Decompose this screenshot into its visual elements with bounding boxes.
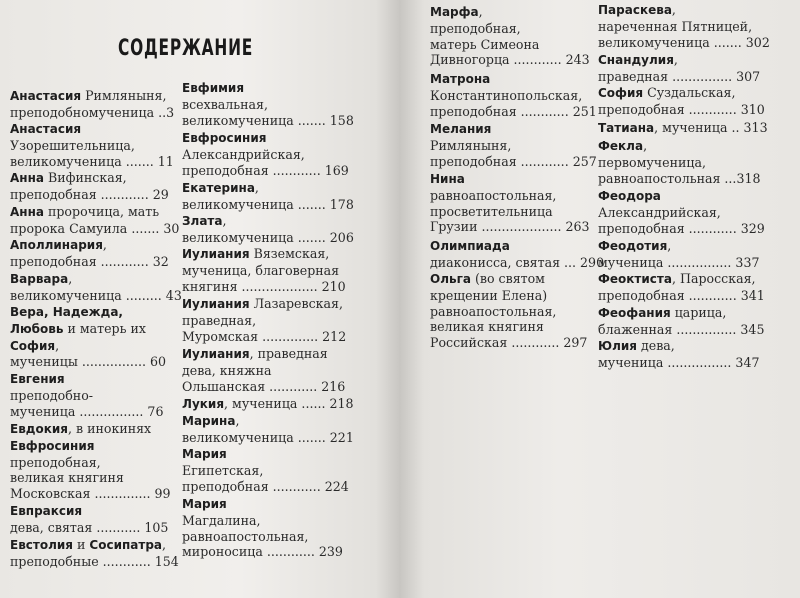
toc-entry xyxy=(10,503,168,536)
toc-entry-line xyxy=(182,413,354,430)
entry-text: великомученица ....... 11 xyxy=(10,153,174,169)
toc-entry-line xyxy=(598,238,759,255)
toc-entry-line xyxy=(10,554,179,570)
toc-entry xyxy=(182,446,349,494)
toc-entry-line xyxy=(182,513,343,529)
toc-entry xyxy=(598,2,770,50)
toc-entry-line xyxy=(10,121,174,138)
toc-entry-line xyxy=(10,503,168,520)
saint-name: Евфросиния xyxy=(182,131,267,145)
toc-entry-line xyxy=(430,52,590,68)
entry-text: , xyxy=(162,537,167,552)
toc-entry-line xyxy=(182,379,345,395)
entry-text: Грузии .................... 263 xyxy=(430,219,590,235)
saint-name: Сосипатра xyxy=(89,538,163,552)
toc-entry xyxy=(598,85,765,118)
toc-entry-line xyxy=(182,479,349,495)
entry-text: , Паросская, xyxy=(671,271,756,286)
saint-name: Анастасия xyxy=(10,89,82,103)
toc-entry-line xyxy=(598,305,764,322)
saint-name: Мария xyxy=(182,497,227,511)
saint-name: Злата xyxy=(182,214,223,228)
toc-entry-line xyxy=(598,355,759,371)
toc-entry-line xyxy=(10,470,171,486)
entry-text: Римляныня, xyxy=(430,137,512,153)
toc-entry xyxy=(10,371,163,419)
toc-entry-line xyxy=(182,363,345,379)
entry-text: диаконисса, святая ... 290 xyxy=(430,254,605,270)
saint-name: Евпраксия xyxy=(10,504,83,518)
saint-name: Феодотия xyxy=(598,239,668,253)
toc-entry-line xyxy=(182,163,349,179)
saint-name: Анна xyxy=(10,205,44,219)
saint-name: Иулиания xyxy=(182,347,250,361)
entry-text: , xyxy=(102,237,107,252)
toc-entry xyxy=(10,237,169,270)
toc-entry-line xyxy=(430,171,590,188)
toc-entry-line xyxy=(182,263,346,279)
toc-entry xyxy=(598,271,765,304)
entry-text: преподобная ............ 310 xyxy=(598,101,765,117)
entry-text: преподобная ............ 257 xyxy=(430,153,597,169)
toc-entry-line xyxy=(598,171,760,187)
entry-text: преподобная ............ 341 xyxy=(598,287,765,303)
entry-text: первомученица, xyxy=(598,154,706,170)
toc-entry-line xyxy=(10,170,169,187)
toc-entry xyxy=(10,170,169,203)
saint-name: Нина xyxy=(430,172,465,186)
saint-name: Ольга xyxy=(430,272,471,286)
saint-name: Фекла xyxy=(598,139,644,153)
toc-entry-line xyxy=(182,296,346,313)
toc-entry xyxy=(182,296,346,344)
entry-text: преподобная, xyxy=(10,454,101,470)
toc-entry-line xyxy=(598,120,768,137)
entry-text: княгиня ................... 210 xyxy=(182,278,346,294)
toc-entry-line xyxy=(182,113,354,129)
entry-text: преподобно- xyxy=(10,387,94,403)
toc-entry-line xyxy=(430,335,587,351)
toc-entry-line xyxy=(430,138,597,154)
entry-text: мученица ................ 337 xyxy=(598,254,760,270)
toc-entry-line xyxy=(598,288,765,304)
toc-entry-line xyxy=(430,154,597,170)
entry-text: Магдалина, xyxy=(182,512,261,528)
toc-entry xyxy=(10,88,174,121)
toc-entry-line xyxy=(598,19,770,35)
entry-text: равноапостольная, xyxy=(182,528,309,544)
toc-entry xyxy=(430,271,587,351)
entry-text: Ольшанская ............ 216 xyxy=(182,378,346,394)
saint-name: Параскева xyxy=(598,3,672,17)
entry-text: великомученица ......... 43 xyxy=(10,287,182,303)
entry-text: , xyxy=(643,138,648,153)
toc-entry-line xyxy=(10,254,169,270)
entry-text: Российская ............ 297 xyxy=(430,335,588,351)
entry-text: Лазаревская, xyxy=(249,296,343,311)
toc-entry xyxy=(182,180,354,213)
saint-name: Вера, Надежда, xyxy=(10,305,123,319)
toc-entry xyxy=(182,413,354,446)
saint-name: Марфа xyxy=(430,5,479,19)
toc-entry xyxy=(598,238,759,271)
toc-entry-line xyxy=(182,213,354,230)
toc-entry-line xyxy=(10,321,166,338)
toc-entry-line xyxy=(182,279,346,295)
toc-entry-line xyxy=(182,97,354,113)
toc-entry-line xyxy=(430,319,587,335)
entry-text: , в инокинях xyxy=(67,421,152,436)
toc-entry-line xyxy=(182,496,343,513)
toc-entry-line xyxy=(182,80,354,97)
toc-entry-line xyxy=(10,354,166,370)
toc-entry xyxy=(430,121,597,169)
entry-text: , праведная xyxy=(249,346,328,361)
entry-text: пророчица, мать xyxy=(43,204,160,219)
contents-title: СОДЕРЖАНИЕ xyxy=(118,36,254,61)
toc-entry-line xyxy=(598,188,765,205)
toc-entry-line xyxy=(430,71,597,88)
toc-entry-line xyxy=(10,304,166,321)
entry-text: преподобная ............ 29 xyxy=(10,186,169,202)
entry-text: , xyxy=(55,337,60,353)
entry-text: блаженная ............... 345 xyxy=(598,321,765,337)
toc-entry xyxy=(10,271,182,304)
toc-entry-line xyxy=(182,180,354,197)
entry-text: великомученица ....... 206 xyxy=(182,229,354,245)
entry-text: , xyxy=(254,180,259,195)
entry-text: равноапостольная, xyxy=(430,303,557,319)
toc-entry-line xyxy=(10,486,171,502)
entry-text: Вифинская, xyxy=(43,170,127,185)
saint-name: Анастасия xyxy=(10,122,82,136)
toc-entry-line xyxy=(10,138,174,154)
entry-text: мученица, благоверная xyxy=(182,262,340,278)
entry-text: Суздальская, xyxy=(643,85,736,100)
entry-text: Александрийская, xyxy=(598,204,721,220)
saint-name: Феоктиста xyxy=(598,272,672,286)
entry-text: мученица ................ 76 xyxy=(10,403,164,419)
entry-text: великая княгиня xyxy=(10,470,124,486)
toc-entry xyxy=(10,304,166,370)
entry-text: пророка Самуила ....... 30 xyxy=(10,220,180,236)
toc-entry xyxy=(430,71,597,119)
toc-entry-line xyxy=(430,271,587,288)
toc-entry-line xyxy=(10,404,163,420)
entry-text: Вяземская, xyxy=(249,246,330,261)
toc-entry-line xyxy=(182,446,349,463)
toc-entry-line xyxy=(182,329,346,345)
toc-entry-line xyxy=(430,37,590,53)
saint-name: Лукия xyxy=(182,397,225,411)
entry-text: просветительница xyxy=(430,203,553,219)
toc-entry xyxy=(182,80,354,128)
toc-entry-line xyxy=(598,221,765,237)
saint-name: София xyxy=(598,86,644,100)
entry-text: и xyxy=(73,537,90,552)
entry-text: , мученица .. 313 xyxy=(654,120,768,135)
toc-entry-line xyxy=(598,205,765,221)
entry-text: царица, xyxy=(670,305,727,320)
entry-text: праведная ............... 307 xyxy=(598,68,761,84)
entry-text: преподобная ............ 251 xyxy=(430,103,597,119)
toc-entry-line xyxy=(182,197,354,213)
toc-entry xyxy=(182,396,354,413)
toc-entry xyxy=(10,204,179,237)
saint-name: Любовь xyxy=(10,321,64,336)
toc-entry-line xyxy=(10,204,179,221)
entry-text: (во святом xyxy=(470,271,545,286)
entry-text: , xyxy=(478,4,483,19)
toc-entry-line xyxy=(430,304,587,320)
entry-text: Узорешительница, xyxy=(10,137,135,153)
toc-entry-line xyxy=(430,104,597,120)
toc-entry xyxy=(598,188,765,236)
saint-name: Анна xyxy=(10,171,44,185)
toc-entry-line xyxy=(10,438,171,455)
toc-entry-line xyxy=(430,255,604,271)
saint-name: Евфросиния xyxy=(10,438,95,453)
entry-text: Константинопольская, xyxy=(430,87,583,103)
entry-text: равноапостольная, xyxy=(430,187,557,203)
toc-entry-line xyxy=(430,121,597,138)
entry-text: великомученица ....... 302 xyxy=(598,34,770,50)
entry-text: нареченная Пятницей, xyxy=(598,18,753,34)
saint-name: Евдокия xyxy=(10,422,68,436)
entry-text: Римляныня, xyxy=(81,88,167,103)
toc-entry-line xyxy=(10,154,174,170)
toc-entry-line xyxy=(10,187,169,203)
toc-entry xyxy=(182,130,349,178)
entry-text: , xyxy=(673,52,678,67)
toc-entry xyxy=(598,120,768,137)
entry-text: , xyxy=(68,271,73,286)
toc-entry-line xyxy=(10,237,169,254)
entry-text: праведная, xyxy=(182,312,257,328)
toc-entry xyxy=(598,338,759,371)
toc-entry-line xyxy=(10,221,179,237)
toc-entry-line xyxy=(182,147,349,163)
toc-entry-line xyxy=(598,338,759,355)
entry-text: мученица ................ 347 xyxy=(598,354,760,370)
entry-text: матерь Симеона xyxy=(430,36,540,52)
toc-entry-line xyxy=(182,544,343,560)
saint-name: Иулиания xyxy=(182,247,250,261)
toc-entry-line xyxy=(182,463,349,479)
toc-entry xyxy=(182,213,354,246)
entry-text: дева, святая ........... 105 xyxy=(10,519,169,535)
toc-entry-line xyxy=(182,230,354,246)
entry-text: Московская .............. 99 xyxy=(10,486,171,502)
toc-entry-line xyxy=(598,255,759,271)
toc-entry xyxy=(10,121,174,169)
toc-entry-line xyxy=(598,85,765,102)
entry-text: дева, княжна xyxy=(182,362,272,378)
toc-entry xyxy=(182,346,345,394)
entry-text: , мученица ...... 218 xyxy=(224,396,354,411)
entry-text: преподобная ............ 329 xyxy=(598,220,765,236)
toc-entry-line xyxy=(430,204,590,220)
toc-entry xyxy=(430,4,590,68)
saint-name: Марина xyxy=(182,414,236,428)
saint-name: Евгения xyxy=(10,372,65,386)
entry-text: равноапостольная ...318 xyxy=(598,170,761,186)
toc-entry xyxy=(598,52,760,85)
toc-entry-line xyxy=(10,271,182,288)
toc-entry-line xyxy=(430,21,590,37)
toc-entry-line xyxy=(182,396,354,413)
saint-name: Иулиания xyxy=(182,297,250,311)
toc-entry-line xyxy=(10,338,166,355)
toc-entry-line xyxy=(10,421,171,438)
toc-entry xyxy=(182,246,346,294)
entry-text: дева, xyxy=(637,338,675,353)
saint-name: Юлия xyxy=(598,339,637,353)
toc-entry xyxy=(598,305,764,338)
toc-entry-line xyxy=(430,219,590,235)
toc-entry xyxy=(430,238,604,271)
toc-entry-line xyxy=(598,69,760,85)
saint-name: Евстолия xyxy=(10,538,74,552)
entry-text: великомученица ....... 178 xyxy=(182,196,354,212)
toc-entry-line xyxy=(10,388,163,404)
entry-text: преподобная, xyxy=(430,20,521,36)
entry-text: великомученица ....... 221 xyxy=(182,429,354,445)
toc-entry-line xyxy=(430,88,597,104)
toc-entry xyxy=(430,171,590,235)
entry-text: Муромская .............. 212 xyxy=(182,328,347,344)
saint-name: Евфимия xyxy=(182,81,245,95)
toc-entry-line xyxy=(182,130,349,147)
saint-name: София xyxy=(10,338,56,353)
entry-text: великомученица ....... 158 xyxy=(182,112,354,128)
toc-entry-line xyxy=(182,313,346,329)
saint-name: Мария xyxy=(182,447,227,461)
entry-text: преподобные ............ 154 xyxy=(10,553,179,569)
saint-name: Аполлинария xyxy=(10,238,103,252)
saint-name: Татиана xyxy=(598,121,655,135)
saint-name: Матрона xyxy=(430,72,491,86)
toc-entry-line xyxy=(182,246,346,263)
entry-text: Египетская, xyxy=(182,462,264,478)
entry-text: мученицы ................ 60 xyxy=(10,354,166,370)
entry-text: Александрийская, xyxy=(182,146,305,162)
toc-entry-line xyxy=(598,52,760,69)
toc-entry xyxy=(10,421,171,502)
entry-text: , xyxy=(222,213,227,228)
toc-entry-line xyxy=(598,155,760,171)
entry-text: , xyxy=(667,238,672,253)
saint-name: Феодора xyxy=(598,189,661,203)
entry-text: великая княгиня xyxy=(430,319,544,335)
toc-entry-line xyxy=(10,88,174,105)
entry-text: , xyxy=(235,413,240,428)
toc-entry-line xyxy=(598,102,765,118)
entry-text: и матерь их xyxy=(63,320,146,336)
saint-name: Варвара xyxy=(10,272,69,286)
saint-name: Феофания xyxy=(598,306,671,320)
toc-entry-line xyxy=(430,4,590,21)
toc-entry-line xyxy=(598,322,764,338)
toc-entry-line xyxy=(182,529,343,545)
toc-entry-line xyxy=(182,346,345,363)
saint-name: Снандулия xyxy=(598,53,674,67)
toc-entry-line xyxy=(430,288,587,304)
toc-entry-line xyxy=(10,455,171,471)
toc-entry-line xyxy=(430,188,590,204)
entry-text: Дивногорца ............ 243 xyxy=(430,52,590,68)
toc-entry xyxy=(10,537,179,570)
saint-name: Мелания xyxy=(430,122,492,136)
toc-entry-line xyxy=(598,271,765,288)
entry-text: , xyxy=(671,2,676,17)
entry-text: мироносица ............ 239 xyxy=(182,544,343,560)
entry-text: преподобная ............ 169 xyxy=(182,162,349,178)
saint-name: Екатерина xyxy=(182,181,255,195)
toc-entry-line xyxy=(182,430,354,446)
toc-entry-line xyxy=(10,288,182,304)
toc-entry-line xyxy=(10,520,168,536)
toc-entry-line xyxy=(10,537,179,554)
toc-entry-line xyxy=(598,35,770,51)
entry-text: преподобная ............ 32 xyxy=(10,253,169,269)
toc-entry xyxy=(182,496,343,560)
entry-text: преподобномученица ..3 xyxy=(10,104,175,120)
entry-text: преподобная ............ 224 xyxy=(182,478,349,494)
saint-name: Олимпиада xyxy=(430,239,510,253)
toc-entry-line xyxy=(10,105,174,121)
entry-text: крещении Елена) xyxy=(430,287,548,303)
toc-entry-line xyxy=(10,371,163,388)
entry-text: всехвальная, xyxy=(182,96,269,112)
toc-entry xyxy=(598,138,760,186)
toc-entry-line xyxy=(430,238,604,255)
toc-entry-line xyxy=(598,138,760,155)
toc-entry-line xyxy=(598,2,770,19)
